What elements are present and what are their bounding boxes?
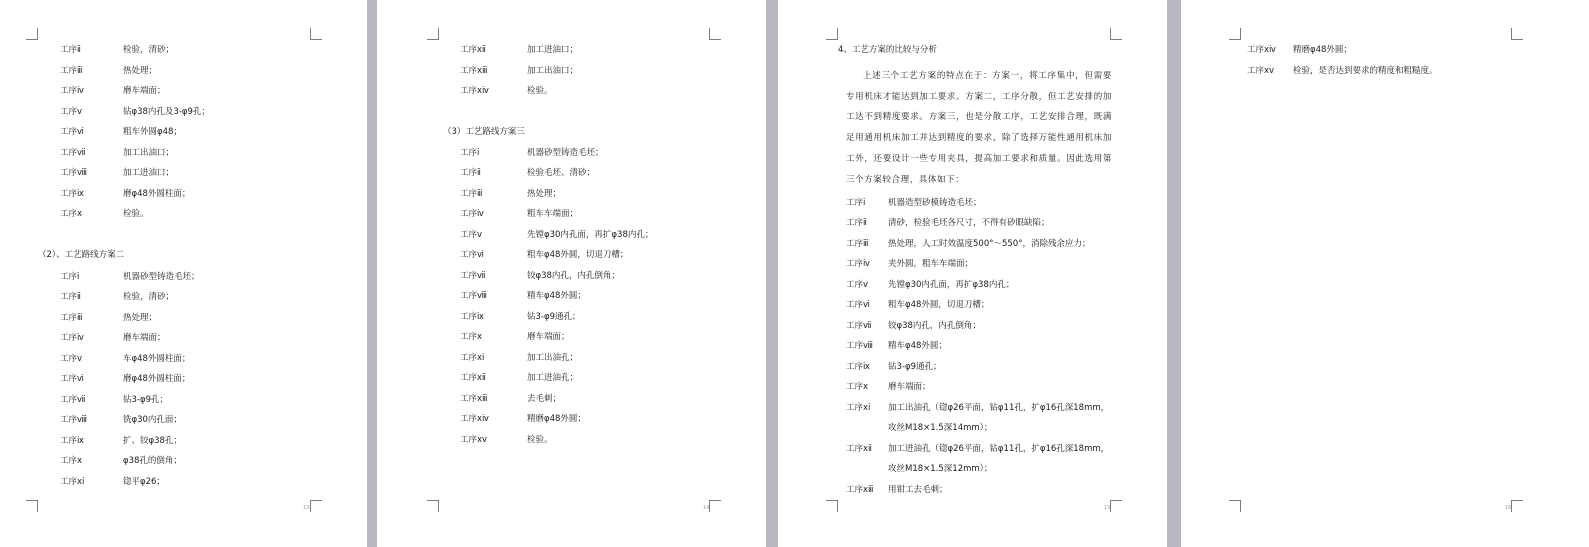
list-item [0,270,367,284]
list-item [778,319,1167,333]
step-text: 热处理； [123,313,158,323]
list-item [0,187,367,201]
step-label: 工序ⅱ [846,218,867,228]
step-label: 工序ⅱ [60,292,81,302]
step-label: 工序ⅰ [460,148,480,158]
step-label: 工序ⅹⅱ [846,444,872,454]
step-label: 工序ⅴ [60,107,83,117]
margin-mark [1110,500,1122,512]
margin-mark [26,500,38,512]
step-label: 工序ⅴ [460,230,483,240]
page-gap [367,0,377,547]
margin-mark [1229,500,1241,512]
step-text: 先镗φ30内孔面，再扩φ38内孔； [527,230,654,240]
step-label: 工序ⅹⅲ [460,394,488,404]
step-label: 工序ⅵ [60,374,84,384]
list-item [377,248,766,262]
step-label: 工序ⅹ [460,332,483,342]
step-text: 粗车车端面； [527,209,579,219]
list-item [377,310,766,324]
section-heading: （3）工艺路线方案三 [443,127,525,137]
document-page [778,0,1167,547]
step-text: 钻3-φ9通孔； [527,312,581,322]
step-text: 粗车φ48外圆，切退刀槽； [527,250,629,260]
step-text: 钻3-φ9通孔； [888,362,942,372]
step-text: 检验。 [527,435,553,445]
list-item [778,483,1167,497]
margin-mark [1229,28,1241,40]
step-text: 攻丝M18×1.5深12mm）； [888,464,993,474]
margin-mark [310,28,322,40]
step-text: 加工出油孔； [527,353,579,363]
list-item [377,351,766,365]
step-text: 去毛刺； [527,394,562,404]
list-item [0,331,367,345]
step-label: 工序ⅹⅳ [460,86,489,96]
list-item [377,371,766,385]
step-text: 清砂，检验毛坯各尺寸，不得有砂眼缺陷； [888,218,1050,228]
page-number: 13 [303,505,310,511]
margin-mark [427,28,439,40]
step-label: 工序ⅷ [846,341,873,351]
step-text: 精磨φ48外圆； [527,414,586,424]
step-text: 加工出油口； [123,148,175,158]
step-text: 精车φ48外圆； [527,291,586,301]
step-label: 工序ⅹⅱ [460,373,486,383]
step-label: 工序ⅲ [60,313,83,323]
list-item [778,257,1167,271]
step-text: 钻φ38内孔及3-φ9孔； [123,107,210,117]
step-text: 铰φ38内孔，内孔倒角； [527,271,620,281]
list-item [778,339,1167,353]
step-label: 工序ⅵ [460,250,484,260]
step-text: 机器砂型铸造毛坯； [527,148,604,158]
list-item [377,43,766,57]
list-item [0,311,367,325]
step-text: 磨车端面； [123,333,166,343]
step-text: 扩、铰φ38孔； [123,436,182,446]
list-item [778,298,1167,312]
list-item [0,372,367,386]
list-item-continuation [778,421,1167,435]
list-item [377,166,766,180]
step-label: 工序ⅹ [60,209,83,219]
list-item [778,278,1167,292]
document-page [0,0,367,547]
step-label: 工序ⅷ [460,291,487,301]
step-text: 热处理； [527,189,562,199]
list-item [778,196,1167,210]
page-gap [1167,0,1181,547]
list-item [0,125,367,139]
margin-mark [709,28,721,40]
step-label: 工序ⅳ [460,209,484,219]
step-label: 工序ⅶ [460,271,486,281]
list-item [0,43,367,57]
step-label: 工序ⅸ [60,189,84,199]
step-text: 攻丝M18×1.5深14mm）； [888,423,993,433]
step-text: 检验，清砂； [123,292,175,302]
list-item [377,64,766,78]
list-item [0,413,367,427]
list-item [1181,43,1589,57]
step-text: 用钳工去毛刺； [888,485,948,495]
step-label: 工序ⅹⅳ [1247,45,1276,55]
page-number: 14 [703,505,710,511]
step-text: 精磨φ48外圆； [1293,45,1352,55]
list-item [778,360,1167,374]
step-label: 工序ⅲ [846,239,869,249]
page-number: 15 [1104,505,1111,511]
step-label: 工序ⅳ [846,259,870,269]
list-item [778,442,1167,456]
step-text: 铰φ38内孔，内孔倒角； [888,321,981,331]
step-label: 工序ⅹⅱ [460,45,486,55]
step-label: 工序ⅹⅰ [460,353,485,363]
margin-mark [826,500,838,512]
step-label: 工序ⅴ [60,354,83,364]
step-label: 工序ⅹ [60,456,83,466]
step-text: 夹外圆，粗车车端面； [888,259,974,269]
list-item [0,352,367,366]
step-label: 工序ⅹⅰ [60,477,85,487]
step-label: 工序ⅲ [460,189,483,199]
section-heading: （2）、工艺路线方案二 [38,250,125,260]
list-item [778,216,1167,230]
list-item [377,269,766,283]
step-label: 工序ⅶ [60,148,86,158]
step-text: 加工进油孔（锪φ26平面，钻φ11孔，扩φ16孔深18mm， [888,444,1110,454]
list-item [778,401,1167,415]
step-text: 加工进油孔； [527,373,579,383]
step-text: 铣φ30内孔面； [123,415,182,425]
step-text: 磨车端面； [123,86,166,96]
section-heading: 4、工艺方案的比较与分析 [838,45,937,55]
step-label: 工序ⅹⅳ [460,414,489,424]
list-item [377,228,766,242]
step-text: 粗车φ48外圆，切退刀槽； [888,300,990,310]
margin-mark [310,500,322,512]
step-label: 工序ⅶ [60,395,86,405]
step-text: 加工出油口； [527,66,579,76]
step-text: 热处理； [123,66,158,76]
step-label: 工序ⅸ [60,436,84,446]
step-text: 磨φ48外圆柱面； [123,374,191,384]
list-item [0,475,367,489]
step-text: 车φ48外圆柱面； [123,354,191,364]
list-item [778,380,1167,394]
step-text: 先镗φ30内孔面，再扩φ38内孔； [888,280,1015,290]
step-label: 工序ⅴ [846,280,869,290]
step-label: 工序ⅲ [60,66,83,76]
step-text: 磨φ48外圆柱面； [123,189,191,199]
step-text: 检验。 [123,209,149,219]
step-text: φ38孔的倒角； [123,456,182,466]
list-item [0,64,367,78]
list-item [0,146,367,160]
step-label: 工序ⅹⅲ [846,485,874,495]
list-item [0,166,367,180]
step-text: 检验毛坯、清砂； [527,168,596,178]
step-text: 机器砂型铸造毛坯； [123,272,200,282]
list-item [0,393,367,407]
list-item [1181,64,1589,78]
step-label: 工序ⅱ [60,45,81,55]
list-item [778,237,1167,251]
step-label: 工序ⅸ [846,362,870,372]
list-item [0,105,367,119]
list-item-continuation [778,462,1167,476]
list-item [0,290,367,304]
step-text: 检验，是否达到要求的精度和粗糙度。 [1293,66,1438,76]
list-item [0,434,367,448]
step-label: 工序ⅹⅰ [846,403,871,413]
step-text: 加工进油口； [527,45,579,55]
step-text: 机器造型砂模铸造毛坯； [888,198,982,208]
list-item [377,392,766,406]
step-text: 精车φ48外圆； [888,341,947,351]
step-label: 工序ⅹ [846,382,869,392]
list-item [377,84,766,98]
list-item [0,454,367,468]
step-text: 磨车端面； [527,332,570,342]
step-text: 加工进油口； [123,168,175,178]
margin-mark [1511,28,1523,40]
step-label: 工序ⅵ [846,300,870,310]
margin-mark [26,28,38,40]
step-label: 工序ⅳ [60,86,84,96]
document-page [1181,0,1589,547]
step-label: 工序ⅹⅴ [460,435,488,445]
margin-mark [427,500,439,512]
step-label: 工序ⅰ [846,198,866,208]
margin-mark [1511,500,1523,512]
step-label: 工序ⅳ [60,333,84,343]
step-text: 锪平φ26； [123,477,165,487]
list-item [377,187,766,201]
step-label: 工序ⅱ [460,168,481,178]
margin-mark [826,28,838,40]
step-text: 磨车端面； [888,382,931,392]
list-item [377,207,766,221]
step-text: 加工出油孔（锪φ26平面，钻φ11孔，扩φ16孔深18mm， [888,403,1110,413]
step-text: 检验，清砂； [123,45,175,55]
page-number: 16 [1505,505,1512,511]
step-label: 工序ⅰ [60,272,80,282]
list-item [377,289,766,303]
page-gap [766,0,778,547]
list-item [0,84,367,98]
body-paragraph: 上述三个工艺方案的特点在于：方案一，将工序集中，但需要专用机床才能达到加工要求。方案二，工序分散，但工艺安排的加工达不到精度要求。方案三，也是分散工序，工艺安排合理，既满足用通用机床加工并达到精度的要求，除了选择万能性通用机床加工外，还要设计一些专用夹具，提高加工要求和质量。因此选用第三个方案较合理，具体如下： [846,71,1112,185]
margin-mark [1110,28,1122,40]
step-label: 工序ⅹⅴ [1247,66,1275,76]
step-label: 工序ⅵ [60,127,84,137]
step-label: 工序ⅷ [60,168,87,178]
list-item [377,146,766,160]
margin-mark [709,500,721,512]
step-text: 检验。 [527,86,553,96]
step-text: 热处理，人工时效温度500°～550°，消除残余应力； [888,239,1091,249]
document-page [377,0,766,547]
list-item [0,207,367,221]
list-item [377,330,766,344]
list-item [377,412,766,426]
step-text: 钻3-φ9孔； [123,395,168,405]
step-text: 粗车外圆φ48； [123,127,182,137]
step-label: 工序ⅸ [460,312,484,322]
list-item [377,433,766,447]
step-label: 工序ⅷ [60,415,87,425]
step-label: 工序ⅹⅲ [460,66,488,76]
step-label: 工序ⅶ [846,321,872,331]
